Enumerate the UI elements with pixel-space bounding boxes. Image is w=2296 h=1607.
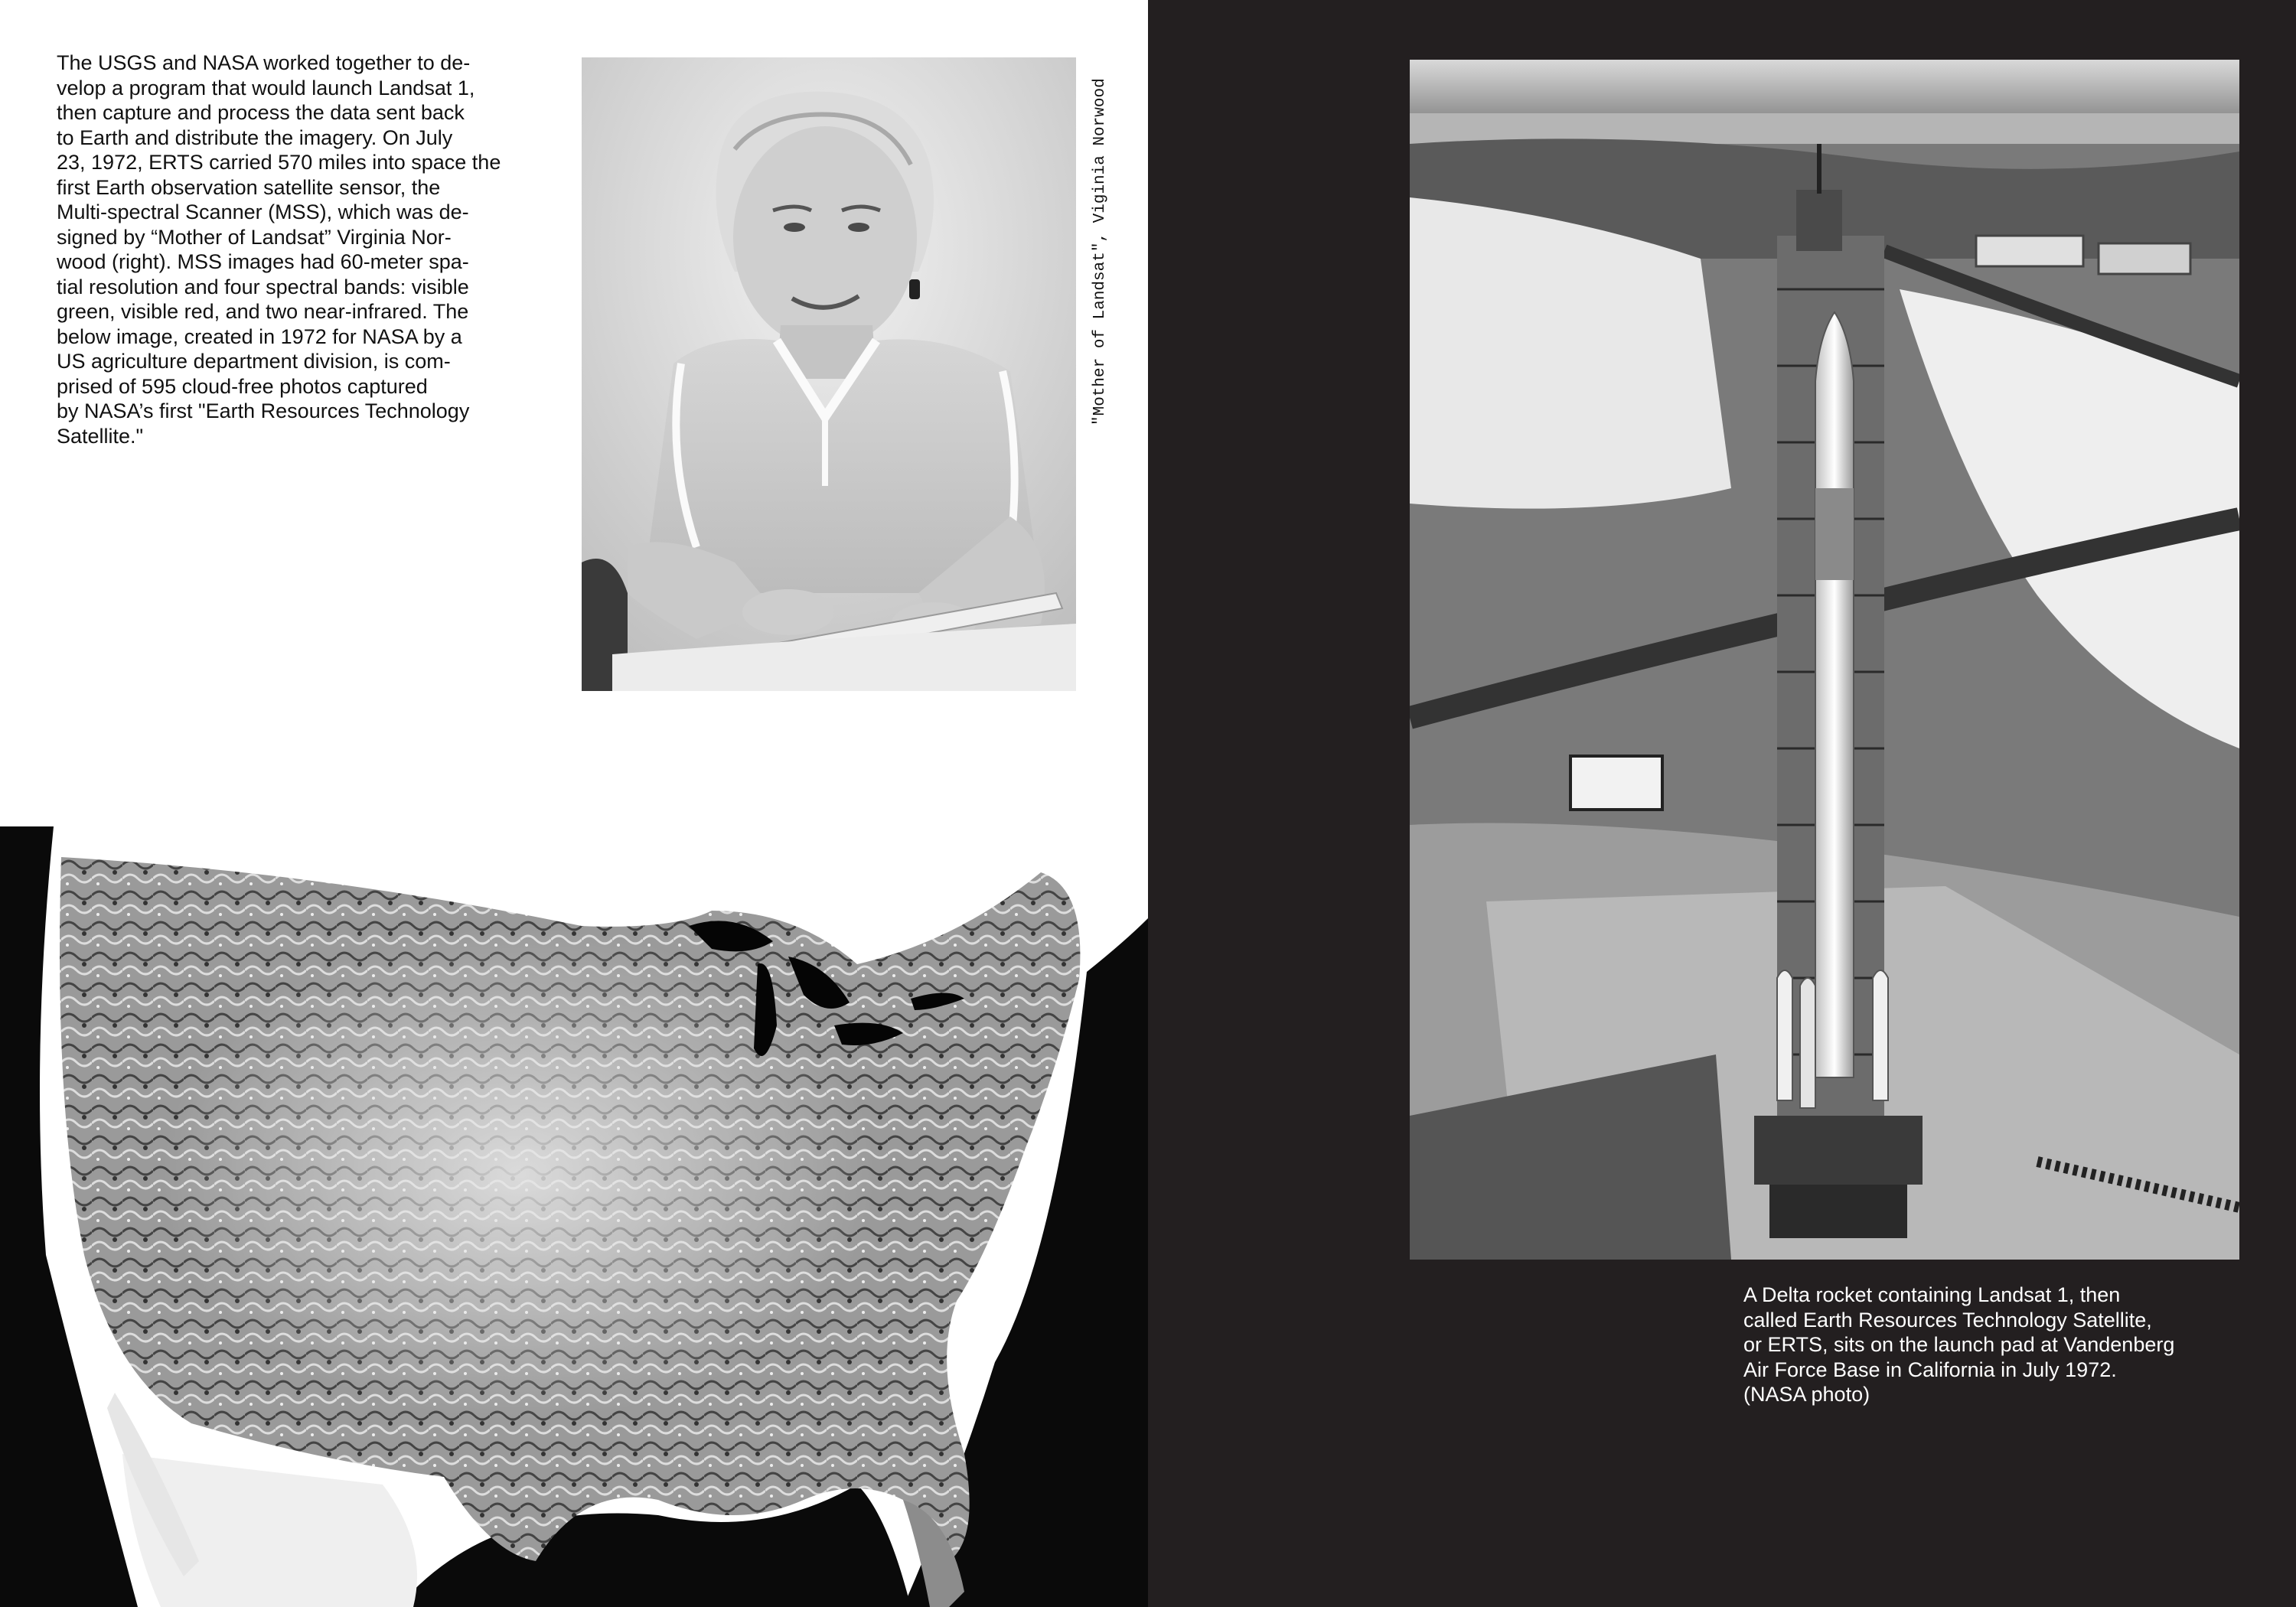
rocket-photo-graphic <box>1410 60 2239 1260</box>
photo-credit: "Mother of Landsat", Viginia Norwood <box>1091 78 1109 425</box>
us-satellite-mosaic-photo <box>0 826 1148 1607</box>
rocket-photo-caption: A Delta rocket containing Landsat 1, then called Earth Resources Technology Satellite, or ERTS, sits on the launch pad at Vandenberg Air Force Base in California in July 1972. (NASA photo) <box>1743 1283 2175 1406</box>
right-page <box>1148 0 2296 1607</box>
norwood-portrait-photo <box>582 57 1076 691</box>
satellite-map-graphic <box>0 826 1148 1607</box>
intro-paragraph: The USGS and NASA worked together to de- velop a program that would launch Landsat 1, then capture and process the data sent back to Earth and distribute the imagery. On July 23, 1972, ERTS carried 570 miles into space the first Earth observation satellite sensor, the Multi-spectral Scanner (MSS), which was de- signed by “Mother of Landsat” Virginia Nor- wood (right). MSS images had 60-meter spa- tial resolution and four spectral bands: visible green, visible red, and two near-infrared. The below image, created in 1972 for NASA by a US agriculture department division, is com- prised of 595 cloud-free photos captured by NASA’s first "Earth Resources Technology Satellite." <box>57 51 501 448</box>
delta-rocket-photo <box>1410 60 2239 1260</box>
portrait-photo-graphic <box>582 57 1076 691</box>
